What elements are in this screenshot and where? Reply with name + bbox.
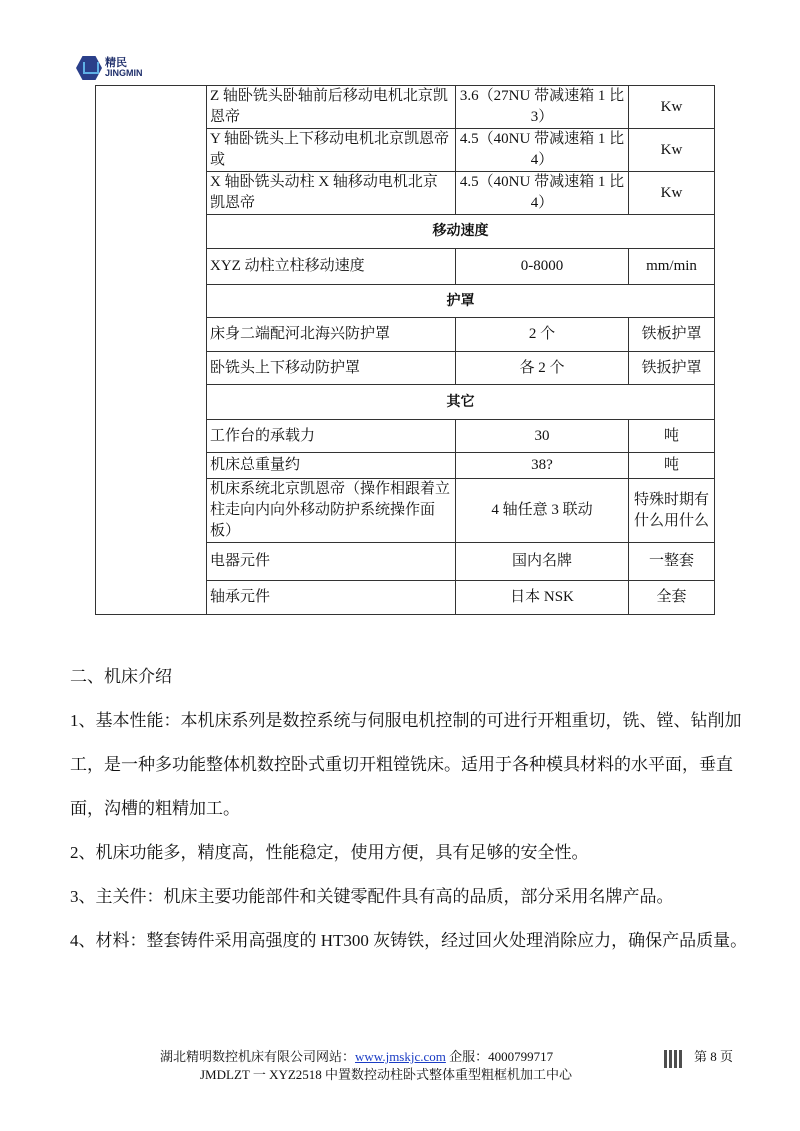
company-logo [76,56,143,80]
logo-cn: 精民 [105,57,127,69]
cell-value: 4 轴任意 3 联动 [456,479,629,543]
cell-value: 各 2 个 [456,352,629,385]
cell-name: 床身二端配河北海兴防护罩 [207,318,456,352]
cell-name: Y 轴卧铣头上下移动电机北京凯恩帝或 [207,129,456,172]
website-link[interactable]: www.jmskjc.com [355,1049,446,1064]
cell-name: XYZ 动柱立柱移动速度 [207,249,456,285]
cell-unit: Kw [629,129,715,172]
cell-unit: 一整套 [629,543,715,581]
empty-cell [96,86,207,615]
cell-value: 38? [456,453,629,479]
footer-subtitle: JMDLZT 一 XYZ2518 中置数控动柱卧式整体重型粗框机加工中心 [200,1067,573,1082]
cell-value: 2 个 [456,318,629,352]
paragraph: 3、主关件：机床主要功能部件和关键零配件具有高的品质，部分采用名牌产品。 [70,887,674,906]
footer-company: 湖北精明数控机床有限公司网站： [160,1049,356,1064]
cell-unit: 吨 [629,453,715,479]
cell-name: 卧铣头上下移动防护罩 [207,352,456,385]
section-heading: 其它 [207,385,715,420]
cell-name: 机床系统北京凯恩帝（操作相跟着立柱走向内向外移动防护系统操作面板） [207,479,456,543]
logo-en: JINGMIN [105,68,143,78]
cell-name: 工作台的承载力 [207,420,456,453]
cell-value: 3.6（27NU 带减速箱 1 比 3） [456,86,629,129]
paragraph: 2、机床功能多，精度高，性能稳定，使用方便，具有足够的安全性。 [70,843,589,862]
cell-name: 机床总重量约 [207,453,456,479]
cell-value: 4.5（40NU 带减速箱 1 比 4） [456,129,629,172]
cell-value: 日本 NSK [456,581,629,615]
spec-table [95,85,715,615]
paragraph: 1、基本性能：本机床系列是数控系统与伺服电机控制的可进行开粗重切，铣、镗、钻削加工，是一种多功能整体机数控卧式重切开粗镗铣床。适用于各种模具材料的水平面，垂直面，沟槽的粗精加工。 [70,711,742,818]
cell-name: Z 轴卧铣头卧轴前后移动电机北京凯恩帝 [207,86,456,129]
cell-value: 4.5（40NU 带减速箱 1 比 4） [456,172,629,215]
cell-unit: 铁板护罩 [629,318,715,352]
cell-value: 国内名牌 [456,543,629,581]
paragraph: 4、材料：整套铸件采用高强度的 HT300 灰铸铁，经过回火处理消除应力，确保产品质量。 [70,931,748,950]
section-heading: 护罩 [207,285,715,318]
machine-intro-section [70,655,750,963]
table-row [96,86,715,129]
cell-unit: 全套 [629,581,715,615]
page-number: 第 8 页 [694,1049,734,1064]
cell-value: 30 [456,420,629,453]
cell-value: 0-8000 [456,249,629,285]
cell-name: 电器元件 [207,543,456,581]
cell-unit: Kw [629,86,715,129]
qr-code-icon [664,1050,682,1068]
cell-unit: 铁扳护罩 [629,352,715,385]
cell-name: 轴承元件 [207,581,456,615]
section-title: 二、机床介绍 [70,667,172,686]
cell-unit: 吨 [629,420,715,453]
cell-unit: 特殊时期有什么用什么 [629,479,715,543]
cell-unit: mm/min [629,249,715,285]
cell-unit: Kw [629,172,715,215]
footer-service: 企服：4000799717 [445,1049,554,1064]
cell-name: X 轴卧铣头动柱 X 轴移动电机北京凯恩帝 [207,172,456,215]
section-heading: 移动速度 [207,215,715,249]
logo-icon [76,56,102,80]
